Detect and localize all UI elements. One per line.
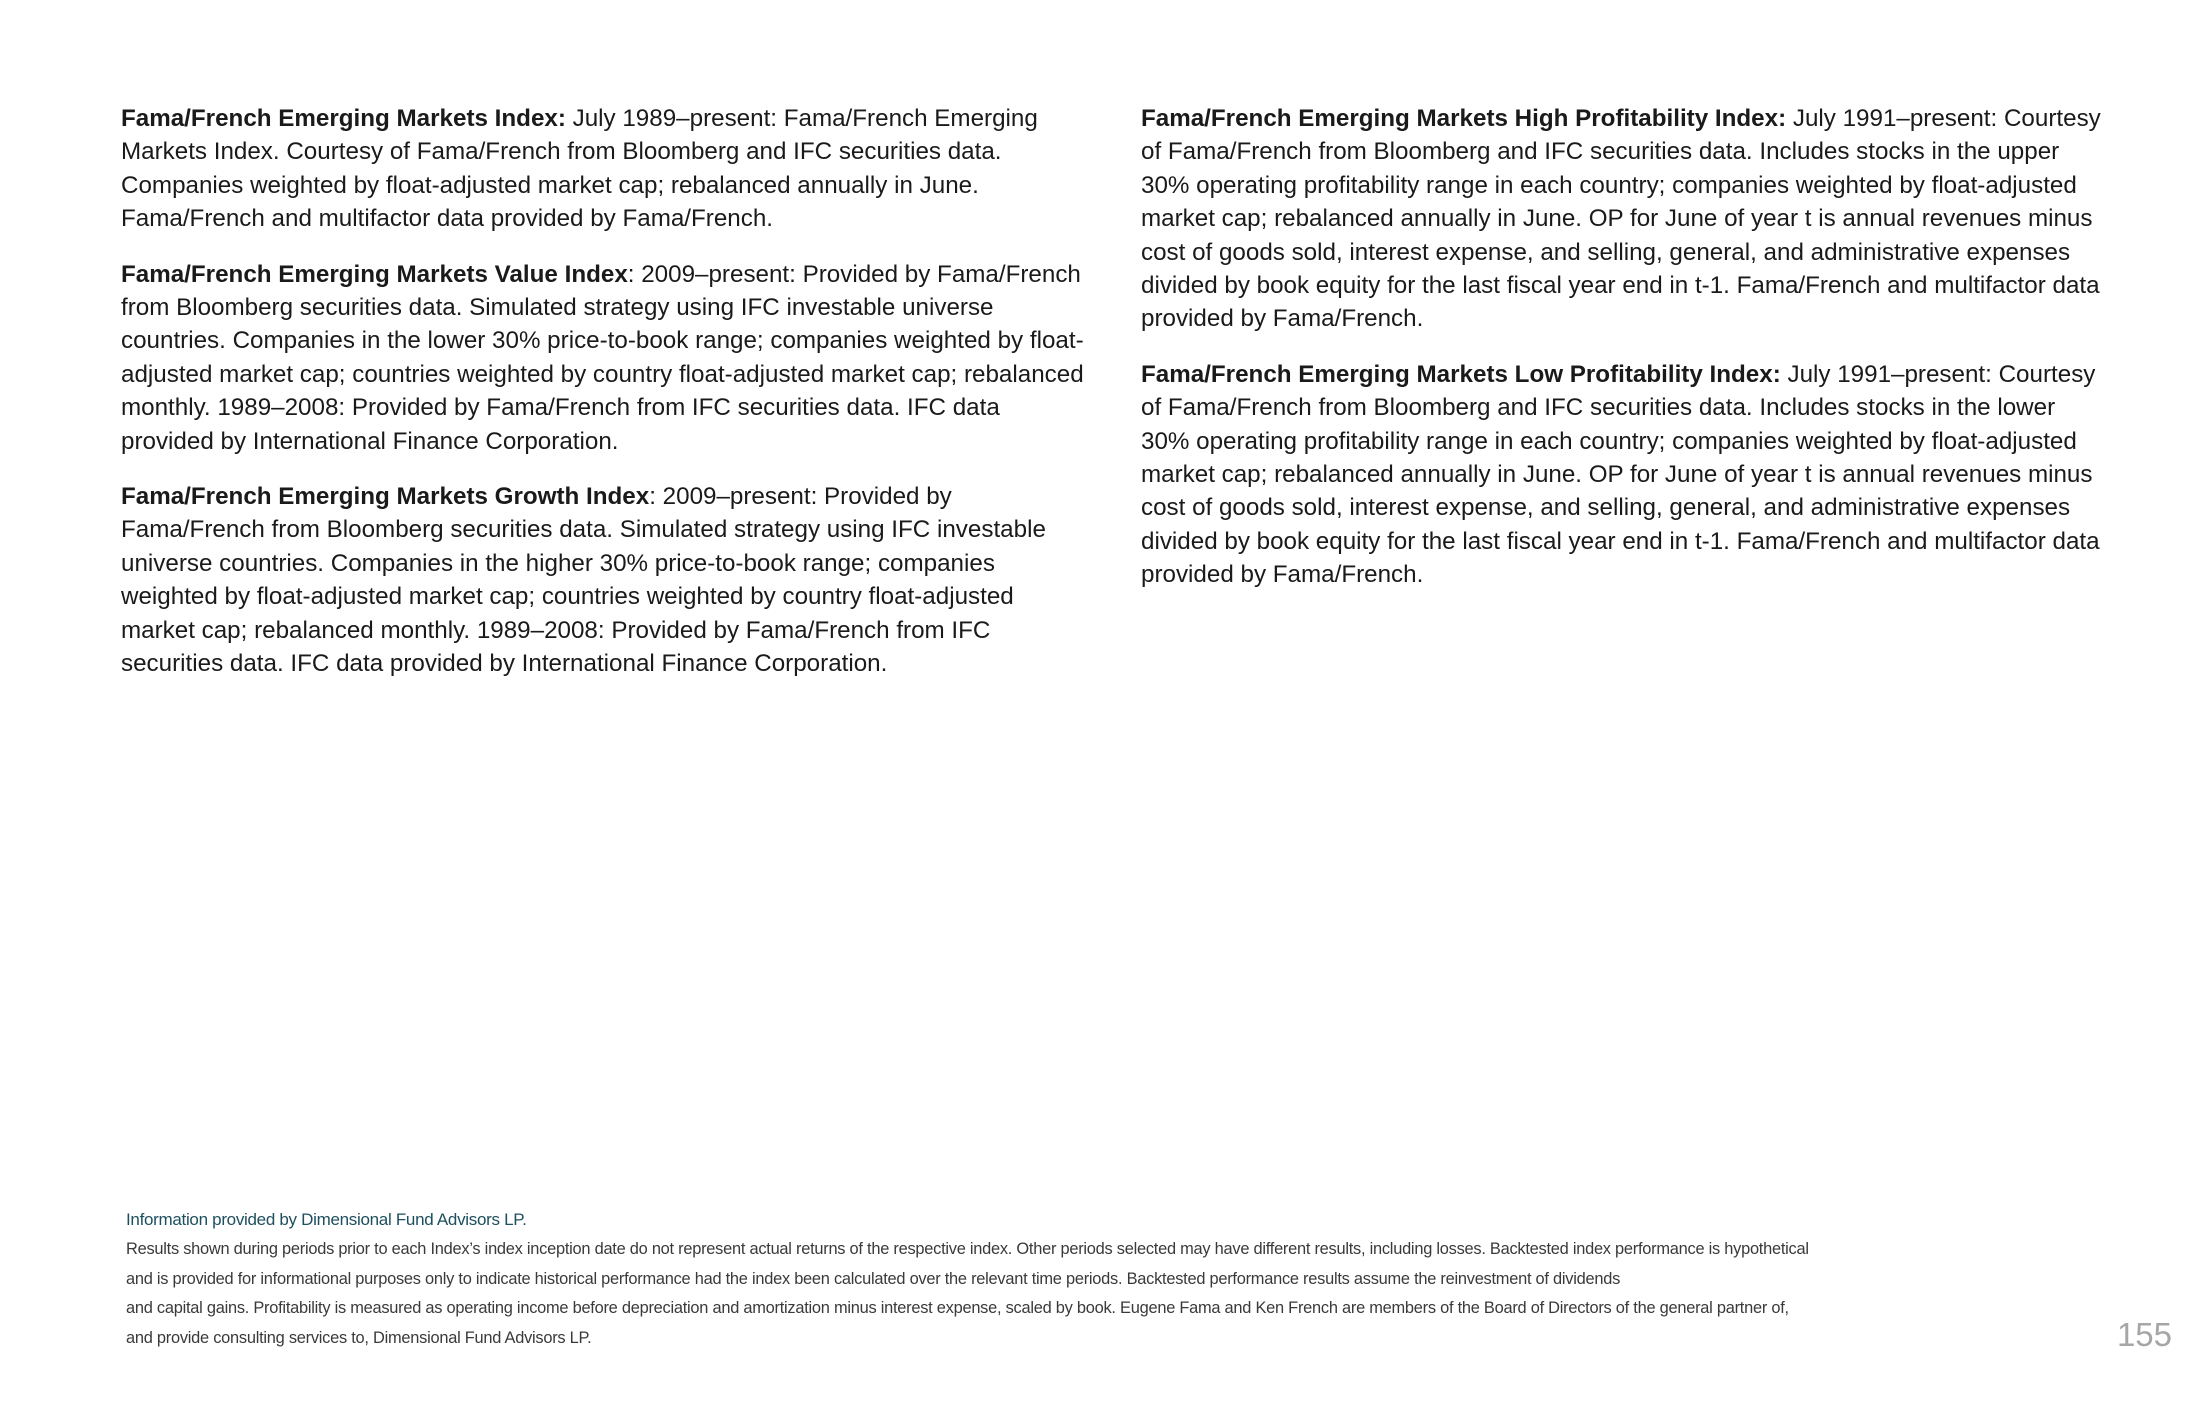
index-term: Fama/French Emerging Markets Low Profitability Index: xyxy=(1141,360,1781,388)
left-column xyxy=(121,102,1086,703)
index-description: July 1991–present: Courtesy of Fama/French from Bloomberg and IFC securities data. Includes stocks in the lower 30% operating profitability range in each country; companies weighted by float-adjusted market cap; rebalanced annually in June. OP for June of year t is annual revenues minus cost of goods sold, interest expense, and selling, general, and administrative expenses divided by book equity for the last fiscal year end in t-1. Fama/French and multifactor data provided by Fama/French. xyxy=(1141,360,2100,589)
page-number: 155 xyxy=(2116,1316,2172,1353)
index-description: : 2009–present: Provided by Fama/French from Bloomberg securities data. Simulated strategy using IFC investable universe countries. Companies in the lower 30% price-to-book range; companies weighted by float-adjusted market cap; countries weighted by country float-adjusted market cap; rebalanced monthly. 1989–2008: Provided by Fama/French from IFC securities data. IFC data provided by International Finance Corporation. xyxy=(121,260,1084,455)
disclosure-footer xyxy=(126,1205,2106,1353)
disclosure-line: Results shown during periods prior to each Index’s index inception date do not represent actual returns of the respective index. Other periods selected may have different results, including losses. Backtested index performance is hypothetical xyxy=(126,1240,1809,1258)
index-definition-emerging-markets-growth xyxy=(121,480,1086,680)
disclosure-line: and provide consulting services to, Dimensional Fund Advisors LP. xyxy=(126,1328,592,1347)
disclosure-line: and is provided for informational purposes only to indicate historical performance had the index been calculated over the relevant time periods. Backtested performance results assume the reinvestment of dividends xyxy=(126,1269,1621,1288)
index-definition-emerging-markets xyxy=(121,102,1086,236)
disclosure-line: and capital gains. Profitability is measured as operating income before depreciation and amortization minus interest expense, scaled by book. Eugene Fama and Ken French are members of the Board of Directors of the general partner of, xyxy=(126,1299,1789,1317)
source-note: Information provided by Dimensional Fund Advisors LP. xyxy=(126,1210,527,1229)
index-term: Fama/French Emerging Markets Value Index xyxy=(121,260,628,288)
index-definition-emerging-markets-low-profitability xyxy=(1141,358,2106,592)
index-definition-emerging-markets-value xyxy=(121,258,1086,458)
index-definition-emerging-markets-high-profitability xyxy=(1141,102,2106,336)
index-term: Fama/French Emerging Markets Index: xyxy=(121,105,566,132)
index-description: July 1989–present: Fama/French Emerging Markets Index. Courtesy of Fama/French from Bloomberg and IFC securities data. Companies weighted by float-adjusted market cap; rebalanced annually in June. Fama/French and multifactor data provided by Fama/French. xyxy=(121,105,1038,233)
right-column xyxy=(1141,102,2106,614)
index-description: July 1991–present: Courtesy of Fama/French from Bloomberg and IFC securities data. Includes stocks in the upper 30% operating profitability range in each country; companies weighted by float-adjusted market cap; rebalanced annually in June. OP for June of year t is annual revenues minus cost of goods sold, interest expense, and selling, general, and administrative expenses divided by book equity for the last fiscal year end in t-1. Fama/French and multifactor data provided by Fama/French. xyxy=(1141,105,2101,333)
index-term: Fama/French Emerging Markets High Profitability Index: xyxy=(1141,105,1787,132)
index-description: : 2009–present: Provided by Fama/French from Bloomberg securities data. Simulated strategy using IFC investable universe countries. Companies in the higher 30% price-to-book range; companies weighted by float-adjusted market cap; countries weighted by country float-adjusted market cap; rebalanced monthly. 1989–2008: Provided by Fama/French from IFC securities data. IFC data provided by International Finance Corporation. xyxy=(121,483,1046,678)
index-term: Fama/French Emerging Markets Growth Index xyxy=(121,483,650,511)
